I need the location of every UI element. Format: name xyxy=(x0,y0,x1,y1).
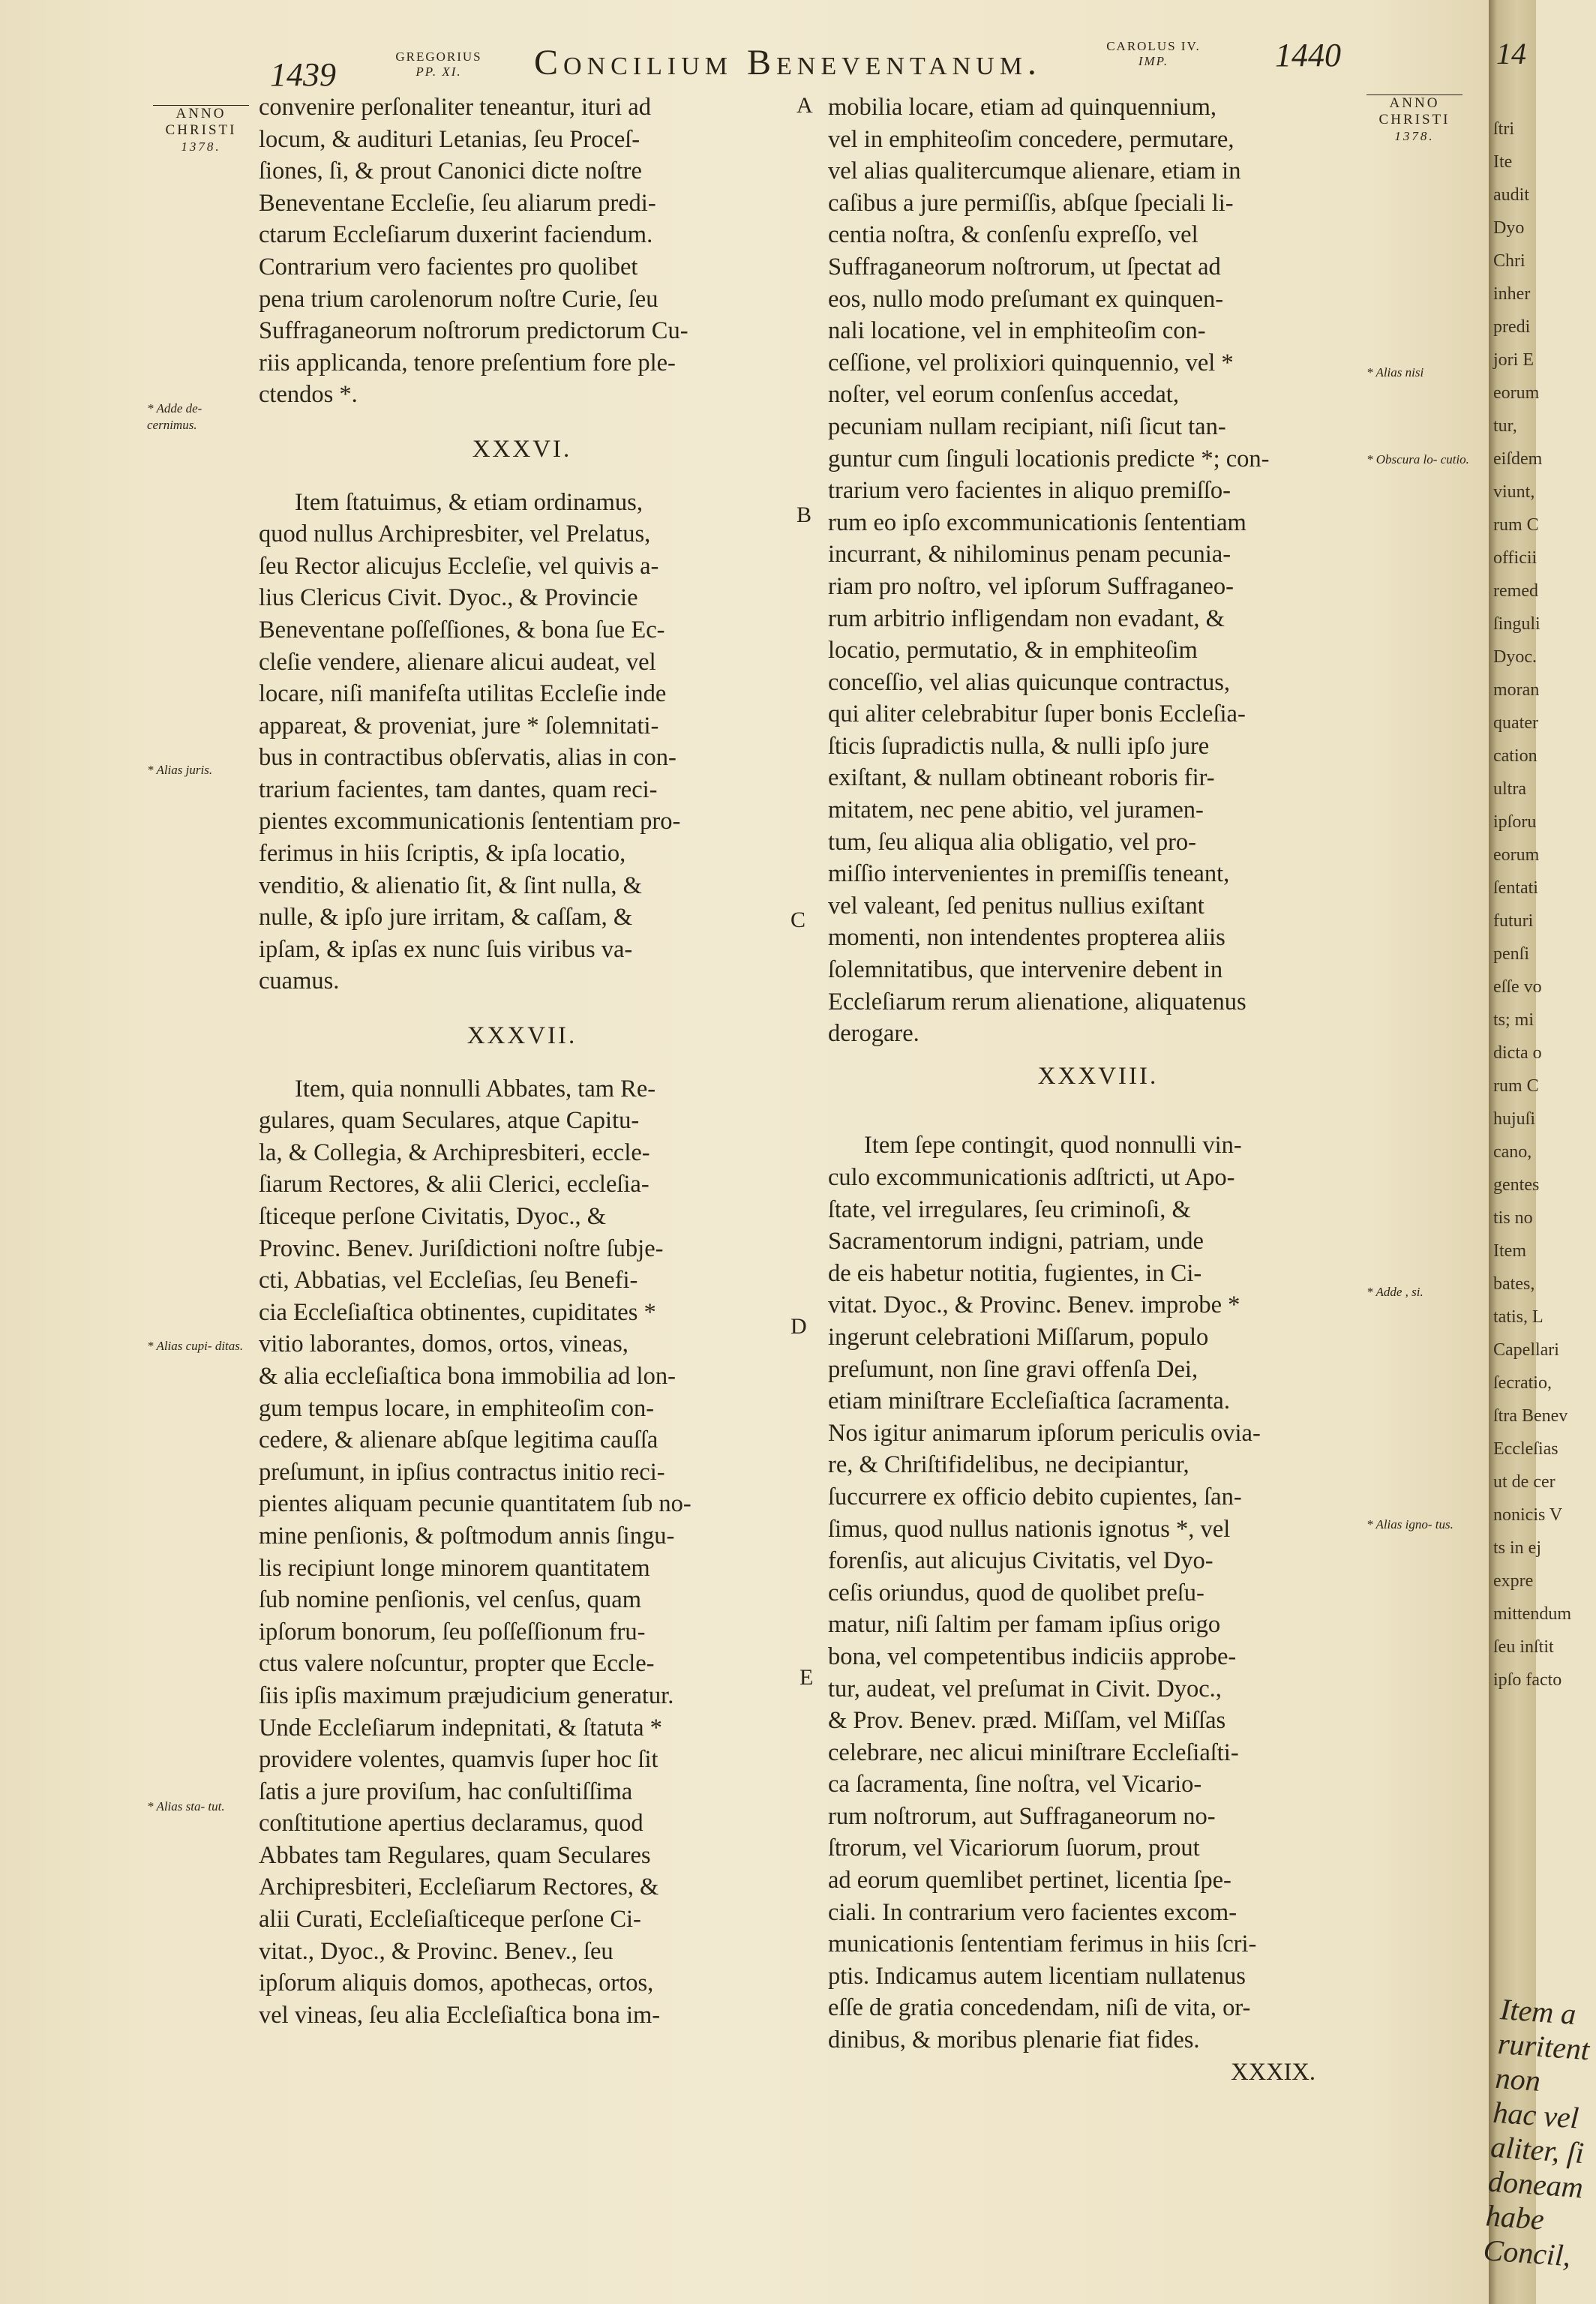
text-line: Beneventane Eccleſie, ſeu aliarum predi- xyxy=(259,189,656,217)
edge-line: cano, xyxy=(1493,1142,1532,1162)
section-letter: C xyxy=(790,908,806,932)
left-running-head-line: GREGORIUS xyxy=(395,50,482,64)
text-line: riam pro noſtro, vel ipſorum Suffraganeo- xyxy=(828,572,1234,600)
edge-line: moran xyxy=(1493,680,1540,700)
text-line: forenſis, aut alicujus Civitatis, vel Dyo- xyxy=(828,1547,1214,1575)
edge-line: tatis, L xyxy=(1493,1307,1544,1327)
text-line: conſtitutione apertius declaramus, quod xyxy=(259,1810,644,1838)
margin-note-right-1: * Alias nisi xyxy=(1366,365,1424,380)
text-line: trarium facientes, tam dantes, quam reci- xyxy=(259,776,658,803)
edge-line: ultra xyxy=(1493,779,1526,799)
edge-line: audit xyxy=(1493,185,1529,205)
text-line: trarium vero facientes in aliquo premiſſo- xyxy=(828,477,1231,505)
edge-line: rum C xyxy=(1493,515,1539,535)
text-line: appareat, & proveniat, jure * ſolemnitati- xyxy=(259,712,659,740)
margin-note-right-3: * Adde , si. xyxy=(1366,1285,1424,1299)
text-line: etiam miniſtrare Eccleſiaſtica ſacramenta. xyxy=(828,1388,1230,1415)
text-line: convenire perſonaliter teneantur, ituri ad xyxy=(259,94,651,121)
text-line: Item ſtatuimus, & etiam ordinamus, xyxy=(295,488,643,516)
text-line: providere volentes, quamvis ſuper hoc ſit xyxy=(259,1746,658,1774)
anno-year: 1378. xyxy=(181,140,221,154)
text-line: Suffraganeorum noſtrorum, ut ſpectat ad xyxy=(828,253,1221,280)
text-line: ipſorum bonorum, ſeu poſſeſſionum fru- xyxy=(259,1618,646,1646)
text-line: Unde Eccleſiarum indepnitati, & ſtatuta * xyxy=(259,1714,662,1742)
catchword: XXXIX. xyxy=(1231,2058,1316,2086)
page-title: Concilium Beneventanum. xyxy=(534,43,1042,82)
section-letter: A xyxy=(796,93,813,118)
edge-line: Capellari xyxy=(1493,1340,1559,1360)
margin-note-right-2: * Obscura lo- cutio. xyxy=(1366,452,1469,466)
text-line: cia Eccleſiaſtica obtinentes, cupiditates * xyxy=(259,1298,656,1326)
text-line: ctus valere noſcuntur, propter que Eccle- xyxy=(259,1650,655,1678)
text-line: incurrant, & nihilominus penam pecunia- xyxy=(828,541,1232,568)
text-line: lius Clericus Civit. Dyoc., & Provincie xyxy=(259,584,638,612)
text-line: ctarum Eccleſiarum duxerint faciendum. xyxy=(259,221,653,249)
anno-label: CHRISTI xyxy=(1378,112,1450,128)
text-line: cedere, & alienare abſque legitima cauſſa xyxy=(259,1426,658,1454)
text-line: tum, ſeu aliqua alia obligatio, vel pro- xyxy=(828,828,1196,856)
text-line: ferimus in hiis ſcriptis, & ipſa locatio, xyxy=(259,840,626,868)
text-line: vel in emphiteoſim concedere, permutare, xyxy=(828,125,1234,153)
edge-line: ipſoru xyxy=(1493,812,1537,832)
edge-line: ts in ej xyxy=(1493,1538,1541,1558)
left-column xyxy=(259,92,785,2031)
text-line: de eis habetur notitia, fugientes, in Ci- xyxy=(828,1259,1202,1287)
edge-line: Dyo xyxy=(1493,218,1525,238)
text-line: ſticeque perſone Civitatis, Dyoc., & xyxy=(259,1203,607,1230)
margin-note-right-4: * Alias igno- tus. xyxy=(1366,1517,1454,1532)
text-line: mobilia locare, etiam ad quinquennium, xyxy=(828,94,1217,121)
edge-line: eſſe vo xyxy=(1493,977,1542,997)
anno-label: CHRISTI xyxy=(165,122,237,138)
text-line: ciali. In contrarium vero facientes excom- xyxy=(828,1898,1238,1926)
next-page-text xyxy=(1493,112,1571,1696)
text-line: nali locatione, vel in emphiteoſim con- xyxy=(828,317,1206,345)
text-line: quod nullus Archipresbiter, vel Prelatus, xyxy=(259,520,651,548)
text-line: preſumunt, in ipſius contractus initio reci- xyxy=(259,1458,665,1486)
edge-line: Ite xyxy=(1493,152,1513,172)
margin-note-left-2: * Alias juris. xyxy=(147,763,213,777)
text-line: pientes aliquam pecunie quantitatem ſub no- xyxy=(259,1490,692,1518)
text-line: ceſis oriundus, quod de quolibet preſu- xyxy=(828,1579,1204,1606)
text-line: eſſe de gratia concedendam, niſi de vita, or- xyxy=(828,1994,1251,2022)
right-page-number: 1440 xyxy=(1275,37,1341,74)
edge-line: ipſo facto xyxy=(1493,1670,1562,1690)
text-line: Abbates tam Regulares, quam Seculares xyxy=(259,1841,651,1869)
text-line: culo excommunicationis adſtricti, ut Apo- xyxy=(828,1164,1235,1191)
text-line: gum tempus locare, in emphiteoſim con- xyxy=(259,1394,655,1422)
edge-line: hujuſi xyxy=(1493,1109,1536,1129)
edge-line: bates, xyxy=(1493,1274,1535,1294)
edge-line: rum C xyxy=(1493,1076,1539,1096)
text-line: cti, Abbatias, vel Eccleſias, ſeu Benefi- xyxy=(259,1267,638,1294)
edge-line: eorum xyxy=(1493,383,1540,403)
text-line: pientes excommunicationis ſententiam pro- xyxy=(259,808,681,836)
text-line: re, & Chriſtifidelibus, ne decipiantur, xyxy=(828,1451,1190,1479)
text-line: eos, nullo modo preſumant ex quinquen- xyxy=(828,285,1224,313)
edge-line: quater xyxy=(1493,713,1538,733)
edge-line: Chri xyxy=(1493,251,1526,271)
edge-line: ſentati xyxy=(1493,878,1538,898)
text-line: alii Curati, Eccleſiaſticeque perſone Ci- xyxy=(259,1906,641,1934)
text-line: Contrarium vero facientes pro quolibet xyxy=(259,253,638,280)
text-line: vitio laborantes, domos, ortos, vineas, xyxy=(259,1330,628,1358)
text-line: ctendos *. xyxy=(259,381,358,409)
edge-line: ſeu inſtit xyxy=(1493,1637,1554,1657)
text-line: locare, niſi manifeſta utilitas Eccleſie inde xyxy=(259,680,667,708)
text-line: derogare. xyxy=(828,1020,920,1048)
next-page-number: 14 xyxy=(1496,37,1526,70)
edge-line: expre xyxy=(1493,1571,1534,1591)
text-line: exiſtant, & nullam obtineant roboris fir- xyxy=(828,764,1215,792)
text-line: Provinc. Benev. Juriſdictioni noſtre ſubje- xyxy=(259,1234,664,1262)
text-line: Item, quia nonnulli Abbates, tam Re- xyxy=(295,1075,656,1102)
edge-line: ſtri xyxy=(1493,119,1514,139)
edge-line: predi xyxy=(1493,317,1531,337)
edge-line: Eccleſias xyxy=(1493,1439,1558,1459)
text-line: riis applicanda, tenore preſentium fore ple- xyxy=(259,349,676,376)
text-line: pecuniam nullam recipiant, niſi ſicut tan- xyxy=(828,412,1226,440)
left-running-head xyxy=(382,50,495,80)
text-line: dinibus, & moribus plenarie fiat fides. xyxy=(828,2026,1200,2054)
text-line: & Prov. Benev. præd. Miſſam, vel Miſſas xyxy=(828,1707,1226,1735)
text-line: nulle, & ipſo jure irritam, & caſſam, & xyxy=(259,904,633,932)
text-line: cuamus. xyxy=(259,968,340,995)
right-column xyxy=(828,92,1368,2088)
left-page-number: 1439 xyxy=(270,56,336,93)
text-line: conceſſio, vel alias quicunque contractus, xyxy=(828,668,1231,696)
text-line: ſtrorum, vel Vicariorum ſuorum, prout xyxy=(828,1834,1200,1862)
text-line: caſibus a jure permiſſis, abſque ſpeciali li- xyxy=(828,189,1234,217)
text-line: ipſorum aliquis domos, apothecas, ortos, xyxy=(259,1970,654,1997)
text-line: Archipresbiteri, Eccleſiarum Rectores, & xyxy=(259,1874,659,1901)
edge-line: gentes xyxy=(1493,1175,1540,1195)
edge-line: ts; mi xyxy=(1493,1010,1534,1030)
anno-label: ANNO xyxy=(153,105,249,122)
section-heading-xxxvii: XXXVII. xyxy=(466,1022,578,1050)
text-line: ſiarum Rectores, & alii Clerici, eccleſia- xyxy=(259,1171,650,1198)
text-line: Eccleſiarum rerum alienatione, aliquatenus xyxy=(828,988,1246,1016)
anno-year: 1378. xyxy=(1394,129,1435,143)
edge-line: remed xyxy=(1493,581,1538,601)
text-line: ſeu Rector alicujus Eccleſie, vel quivis a- xyxy=(259,552,659,580)
anno-christi-right xyxy=(1366,94,1462,145)
text-line: locatio, permutatio, & in emphiteoſim xyxy=(828,637,1198,664)
text-line: venditio, & alienatio ſit, & ſint nulla, & xyxy=(259,872,642,899)
text-line: celebrare, nec alicui miniſtrare Eccleſiaſti- xyxy=(828,1738,1239,1766)
text-line: la, & Collegia, & Archipresbiteri, eccle- xyxy=(259,1138,650,1166)
text-line: & alia eccleſiaſtica bona immobilia ad lon- xyxy=(259,1362,676,1390)
edge-line: viunt, xyxy=(1493,482,1535,502)
text-line: vitat., Dyoc., & Provinc. Benev., ſeu xyxy=(259,1937,614,1965)
text-line: vel valeant, ſed penitus nullius exiſtant xyxy=(828,892,1204,920)
anno-label: ANNO xyxy=(1366,94,1462,112)
text-line: mitatem, nec pene abitio, vel juramen- xyxy=(828,796,1204,824)
right-running-head-line: IMP. xyxy=(1138,54,1169,68)
edge-line: tis no xyxy=(1493,1208,1533,1228)
text-line: ipſam, & ipſas ex nunc ſuis viribus va- xyxy=(259,935,633,963)
text-line: vel alias qualitercumque alienare, etiam in xyxy=(828,158,1241,185)
edge-line: eorum xyxy=(1493,845,1540,865)
text-line: ſolemnitatibus, que intervenire debent in xyxy=(828,956,1223,984)
edge-line: mittendum xyxy=(1493,1604,1571,1624)
text-line: momenti, non intendentes propterea aliis xyxy=(828,924,1226,952)
text-line: Suffraganeorum noſtrorum predictorum Cu- xyxy=(259,317,688,345)
section-heading-xxxvi: XXXVI. xyxy=(472,435,572,463)
text-line: rum eo ipſo excommunicationis ſententiam xyxy=(828,508,1246,536)
text-line: ad eorum quemlibet pertinet, licentia ſpe- xyxy=(828,1867,1232,1894)
text-line: centia noſtra, & conſenſu expreſſo, vel xyxy=(828,221,1198,249)
text-line: cleſie vendere, alienare alicui audeat, vel xyxy=(259,648,656,676)
text-line: ceſſione, vel prolixiori quinquennio, vel * xyxy=(828,349,1234,376)
edge-line: tur, xyxy=(1493,416,1517,436)
text-line: ingerunt celebrationi Miſſarum, populo xyxy=(828,1323,1209,1351)
text-line: ſiones, ſi, & prout Canonici dicte noſtre xyxy=(259,158,642,185)
edge-line: ut de cer xyxy=(1493,1472,1556,1492)
edge-line: Item xyxy=(1493,1241,1526,1261)
section-letter: B xyxy=(796,502,812,527)
text-line: ſuccurrere ex officio debito cupientes, ſan- xyxy=(828,1483,1242,1510)
section-heading-xxxviii: XXXVIII. xyxy=(1037,1062,1159,1090)
edge-line: eiſdem xyxy=(1493,449,1543,469)
edge-line: Dyoc. xyxy=(1493,647,1537,667)
text-line: qui aliter celebrabitur ſuper bonis Eccleſia- xyxy=(828,700,1246,728)
margin-note-left-4: * Alias sta- tut. xyxy=(147,1799,225,1814)
text-line: ſticis ſupradictis nulla, & nulli ipſo jure xyxy=(828,732,1210,760)
edge-line: penſi xyxy=(1493,944,1529,964)
edge-line: officii xyxy=(1493,548,1538,568)
edge-line: jori E xyxy=(1493,350,1534,370)
text-line: rum noſtrorum, aut Suffraganeorum no- xyxy=(828,1802,1216,1830)
text-line: rum arbitrio infligendam non evadant, & xyxy=(828,604,1225,632)
text-line: vel vineas, ſeu alia Eccleſiaſtica bona im- xyxy=(259,2001,661,2029)
text-line: matur, niſi ſaltim per famam ipſius origo xyxy=(828,1611,1221,1639)
text-line: vitat. Dyoc., & Provinc. Benev. improbe * xyxy=(828,1292,1240,1319)
text-line: Nos igitur animarum ipſorum periculis ovia- xyxy=(828,1419,1261,1447)
text-line: pena trium carolenorum noſtre Curie, ſeu xyxy=(259,285,658,313)
edge-line: nonicis V xyxy=(1493,1505,1563,1525)
next-page-edge xyxy=(1482,0,1591,2304)
edge-line: dicta o xyxy=(1493,1043,1542,1063)
text-line: Sacramentorum indigni, patriam, unde xyxy=(828,1228,1204,1256)
text-line: bus in contractibus obſervatis, alias in con- xyxy=(259,744,676,772)
text-line: gulares, quam Seculares, atque Capitu- xyxy=(259,1107,640,1135)
text-line: ſtate, vel irregulares, ſeu criminoſi, & xyxy=(828,1196,1191,1223)
edge-line: ſtra Benev xyxy=(1493,1406,1568,1426)
text-line: lis recipiunt longe minorem quantitatem xyxy=(259,1554,650,1582)
edge-line: inher xyxy=(1493,284,1531,304)
next-page-bottom-text: Item a ruritent non hac vel aliter, ſi doneam habe Concil, xyxy=(1482,1992,1591,2273)
right-running-head xyxy=(1094,39,1214,69)
text-line: ptis. Indicamus autem licentiam nullatenus xyxy=(828,1962,1246,1990)
section-letter: D xyxy=(790,1314,807,1339)
text-line: miſſio intervenientes in premiſſis teneant, xyxy=(828,860,1230,888)
text-line: municationis ſententiam ferimus in hiis ſcri- xyxy=(828,1930,1257,1958)
text-line: locum, & audituri Letanias, ſeu Proceſ- xyxy=(259,125,640,153)
margin-note-left-1: * Adde de- cernimus. xyxy=(147,401,202,432)
text-line: ca ſacramenta, ſine noſtra, vel Vicario- xyxy=(828,1771,1202,1798)
margin-note-left-3: * Alias cupi- ditas. xyxy=(147,1339,244,1353)
text-line: Item ſepe contingit, quod nonnulli vin- xyxy=(864,1132,1242,1160)
text-line: noſter, vel eorum conſenſus accedat, xyxy=(828,381,1179,409)
text-line: preſumunt, non ſine gravi offenſa Dei, xyxy=(828,1355,1198,1383)
edge-line: futuri xyxy=(1493,911,1534,931)
text-line: mine penſionis, & poſtmodum annis ſingu- xyxy=(259,1522,675,1550)
right-running-head-line: CAROLUS IV. xyxy=(1106,39,1201,53)
edge-line: ſecratio, xyxy=(1493,1373,1552,1393)
text-line: ſimus, quod nullus nationis ignotus *, vel xyxy=(828,1515,1231,1543)
text-line: ſiis ipſis maximum præjudicium generatur. xyxy=(259,1682,674,1709)
section-letter: E xyxy=(800,1665,814,1690)
edge-line: cation xyxy=(1493,746,1538,766)
left-running-head-line: PP. XI. xyxy=(416,64,462,79)
anno-christi-left xyxy=(153,105,249,155)
text-line: ſub nomine penſionis, vel cenſus, quam xyxy=(259,1586,641,1614)
text-line: tur, audeat, vel preſumat in Civit. Dyoc., xyxy=(828,1675,1222,1702)
text-line: ſatis a jure proviſum, hac conſultiſſima xyxy=(259,1778,633,1805)
text-line: bona, vel competentibus indiciis approbe- xyxy=(828,1642,1237,1670)
text-line: guntur cum ſinguli locationis predicte *; con- xyxy=(828,445,1270,472)
text-line: Beneventane poſſeſſiones, & bona ſue Ec- xyxy=(259,616,665,644)
edge-line: ſinguli xyxy=(1493,614,1540,634)
